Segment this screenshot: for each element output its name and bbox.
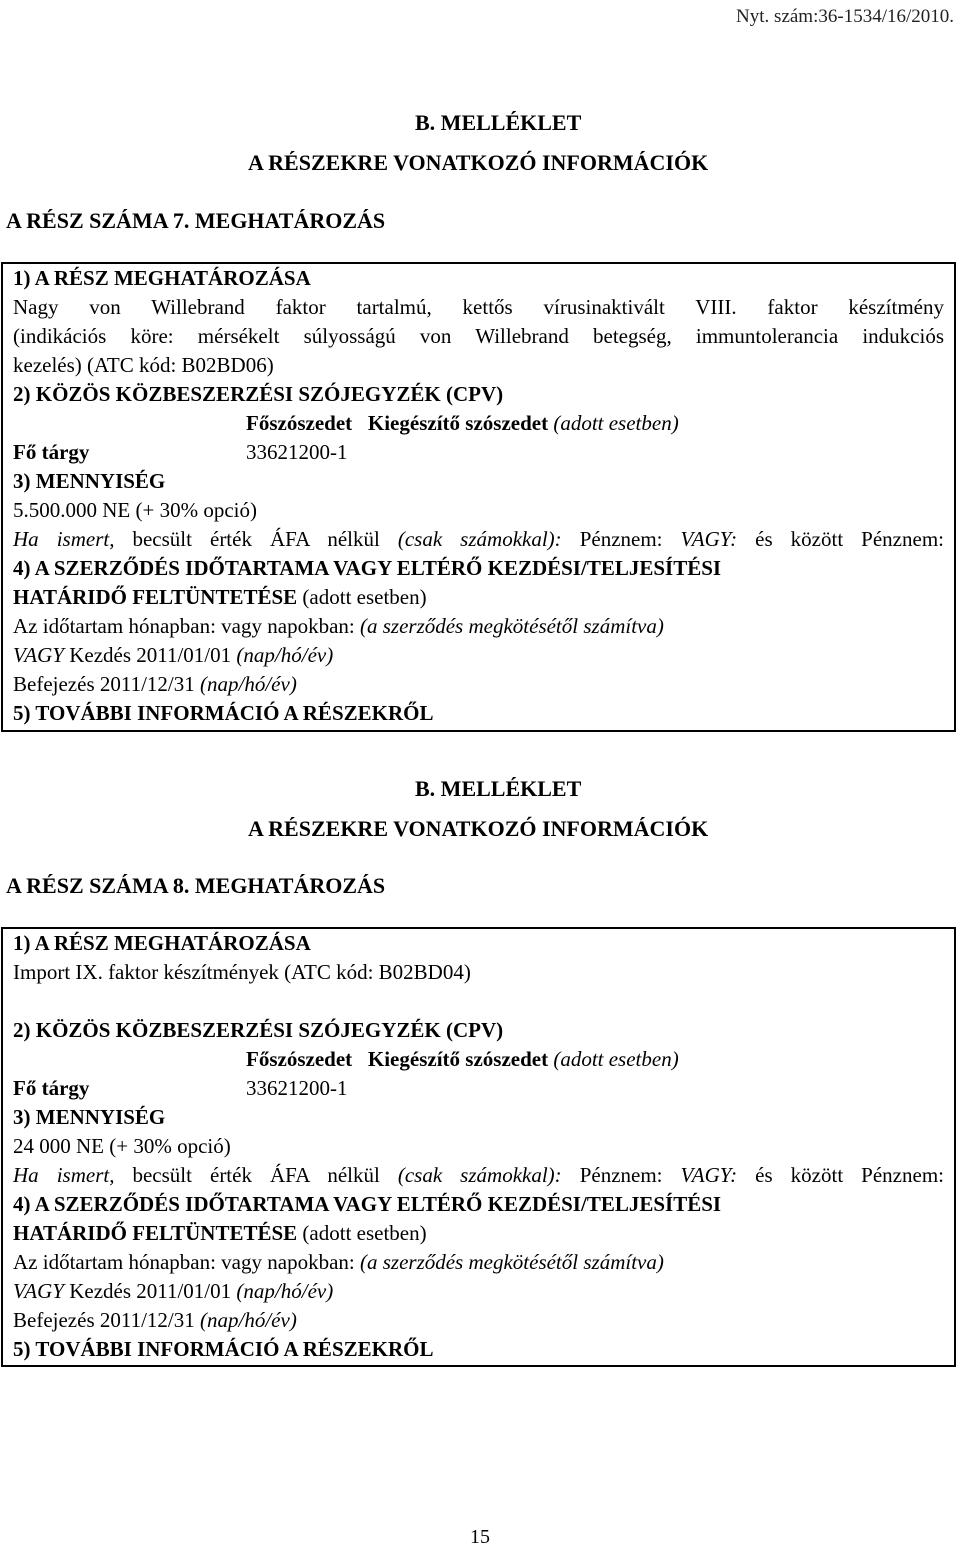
section-3-heading: 3) MENNYISÉG — [13, 1105, 166, 1129]
estimated-value-row — [13, 1161, 944, 1190]
currency-label: Pénznem: — [579, 1163, 663, 1187]
estimate-or: VAGY: — [680, 527, 738, 551]
section-4-note: (adott esetben) — [302, 1221, 427, 1245]
cpv-main-label: Főszószedet — [246, 411, 353, 435]
section-4-heading-cont: HATÁRIDŐ FELTÜNTETÉSE — [13, 585, 298, 609]
start-or: VAGY — [13, 643, 64, 667]
page-number: 15 — [470, 1526, 490, 1548]
date-format: (nap/hó/év) — [200, 1308, 297, 1332]
duration-note: (a szerződés megkötésétől számítva) — [359, 614, 664, 638]
end-date-row — [13, 1306, 944, 1335]
duration-note: (a szerződés megkötésétől számítva) — [359, 1250, 664, 1274]
estimate-numbers-note: (csak számokkal): — [397, 527, 562, 551]
duration-label: Az időtartam hónapban: vagy napokban: — [13, 614, 355, 638]
estimate-if-known: Ha ismert, — [13, 527, 115, 551]
duration-row — [13, 1248, 944, 1277]
quantity-value: 5.500.000 NE (+ 30% opció) — [13, 498, 257, 522]
end-date: Befejezés 2011/12/31 — [13, 1308, 195, 1332]
part-title: A RÉSZ SZÁMA 8. MEGHATÁROZÁS — [6, 873, 386, 898]
cpv-main-label: Főszószedet — [246, 1047, 353, 1071]
cpv-header-row — [13, 409, 944, 438]
section-2-heading: 2) KÖZÖS KÖZBESZERZÉSI SZÓJEGYZÉK (CPV) — [13, 382, 504, 406]
start-or: VAGY — [13, 1279, 64, 1303]
estimate-label: becsült érték ÁFA nélkül — [132, 1163, 380, 1187]
date-format: (nap/hó/év) — [236, 643, 334, 667]
section-5-heading: 5) TOVÁBBI INFORMÁCIÓ A RÉSZEKRŐL — [13, 1337, 434, 1361]
start-date-row — [13, 641, 944, 670]
part-description-line: kezelés) (ATC kód: B02BD06) — [13, 353, 274, 377]
section-3-heading: 3) MENNYISÉG — [13, 469, 166, 493]
annex-subtitle: A RÉSZEKRE VONATKOZÓ INFORMÁCIÓK — [248, 816, 709, 841]
cpv-main-subject-row — [13, 438, 944, 467]
section-5-heading: 5) TOVÁBBI INFORMÁCIÓ A RÉSZEKRŐL — [13, 701, 434, 725]
part-7-info-box — [1, 262, 956, 732]
cpv-supplementary-label: Kiegészítő szószedet — [367, 411, 549, 435]
estimate-if-known: Ha ismert, — [13, 1163, 115, 1187]
date-format: (nap/hó/év) — [200, 672, 297, 696]
part-title: A RÉSZ SZÁMA 7. MEGHATÁROZÁS — [6, 208, 386, 233]
date-format: (nap/hó/év) — [236, 1279, 334, 1303]
annex-title: B. MELLÉKLET — [415, 776, 582, 801]
duration-row — [13, 612, 944, 641]
document-reference-number: Nyt. szám:36-1534/16/2010. — [736, 6, 954, 27]
cpv-supplementary-note: (adott esetben) — [553, 411, 679, 435]
start-date: Kezdés 2011/01/01 — [69, 1279, 232, 1303]
cpv-supplementary-note: (adott esetben) — [553, 1047, 679, 1071]
duration-label: Az időtartam hónapban: vagy napokban: — [13, 1250, 355, 1274]
cpv-main-subject-row — [13, 1074, 944, 1103]
section-1-heading: 1) A RÉSZ MEGHATÁROZÁSA — [13, 931, 311, 955]
section-4-heading-cont: HATÁRIDŐ FELTÜNTETÉSE — [13, 1221, 298, 1245]
start-date-row — [13, 1277, 944, 1306]
currency-label: Pénznem: — [579, 527, 663, 551]
main-subject-code: 33621200-1 — [246, 440, 348, 464]
main-subject-label: Fő tárgy — [13, 1076, 90, 1100]
section-4-note: (adott esetben) — [302, 585, 427, 609]
start-date: Kezdés 2011/01/01 — [69, 643, 232, 667]
main-subject-code: 33621200-1 — [246, 1076, 348, 1100]
part-description-line: Nagy von Willebrand faktor tartalmú, kettős vírusinaktivált VIII. faktor készítmény — [13, 295, 944, 319]
range-currency-label: és között Pénznem: — [755, 527, 944, 551]
section-4-heading-line2 — [13, 1219, 944, 1248]
section-4-heading-line2 — [13, 583, 944, 612]
part-8-info-box — [1, 927, 956, 1367]
annex-title: B. MELLÉKLET — [415, 110, 582, 135]
end-date-row — [13, 670, 944, 699]
part-description-line: Import IX. faktor készítmények (ATC kód: B02BD04) — [13, 960, 471, 984]
section-4-heading: 4) A SZERZŐDÉS IDŐTARTAMA VAGY ELTÉRŐ KEZDÉSI/TELJESÍTÉSI — [13, 556, 722, 580]
end-date: Befejezés 2011/12/31 — [13, 672, 195, 696]
cpv-header-row — [13, 1045, 944, 1074]
quantity-value: 24 000 NE (+ 30% opció) — [13, 1134, 231, 1158]
main-subject-label: Fő tárgy — [13, 440, 90, 464]
annex-subtitle: A RÉSZEKRE VONATKOZÓ INFORMÁCIÓK — [248, 150, 709, 175]
estimate-numbers-note: (csak számokkal): — [397, 1163, 562, 1187]
cpv-supplementary-label: Kiegészítő szószedet — [367, 1047, 549, 1071]
section-1-heading: 1) A RÉSZ MEGHATÁROZÁSA — [13, 266, 311, 290]
section-2-heading: 2) KÖZÖS KÖZBESZERZÉSI SZÓJEGYZÉK (CPV) — [13, 1018, 504, 1042]
estimated-value-row — [13, 525, 944, 554]
part-description-line: (indikációs köre: mérsékelt súlyosságú von Willebrand betegség, immuntolerancia indukciós — [13, 324, 944, 348]
section-4-heading: 4) A SZERZŐDÉS IDŐTARTAMA VAGY ELTÉRŐ KEZDÉSI/TELJESÍTÉSI — [13, 1192, 722, 1216]
estimate-label: becsült érték ÁFA nélkül — [132, 527, 380, 551]
range-currency-label: és között Pénznem: — [755, 1163, 944, 1187]
estimate-or: VAGY: — [680, 1163, 738, 1187]
